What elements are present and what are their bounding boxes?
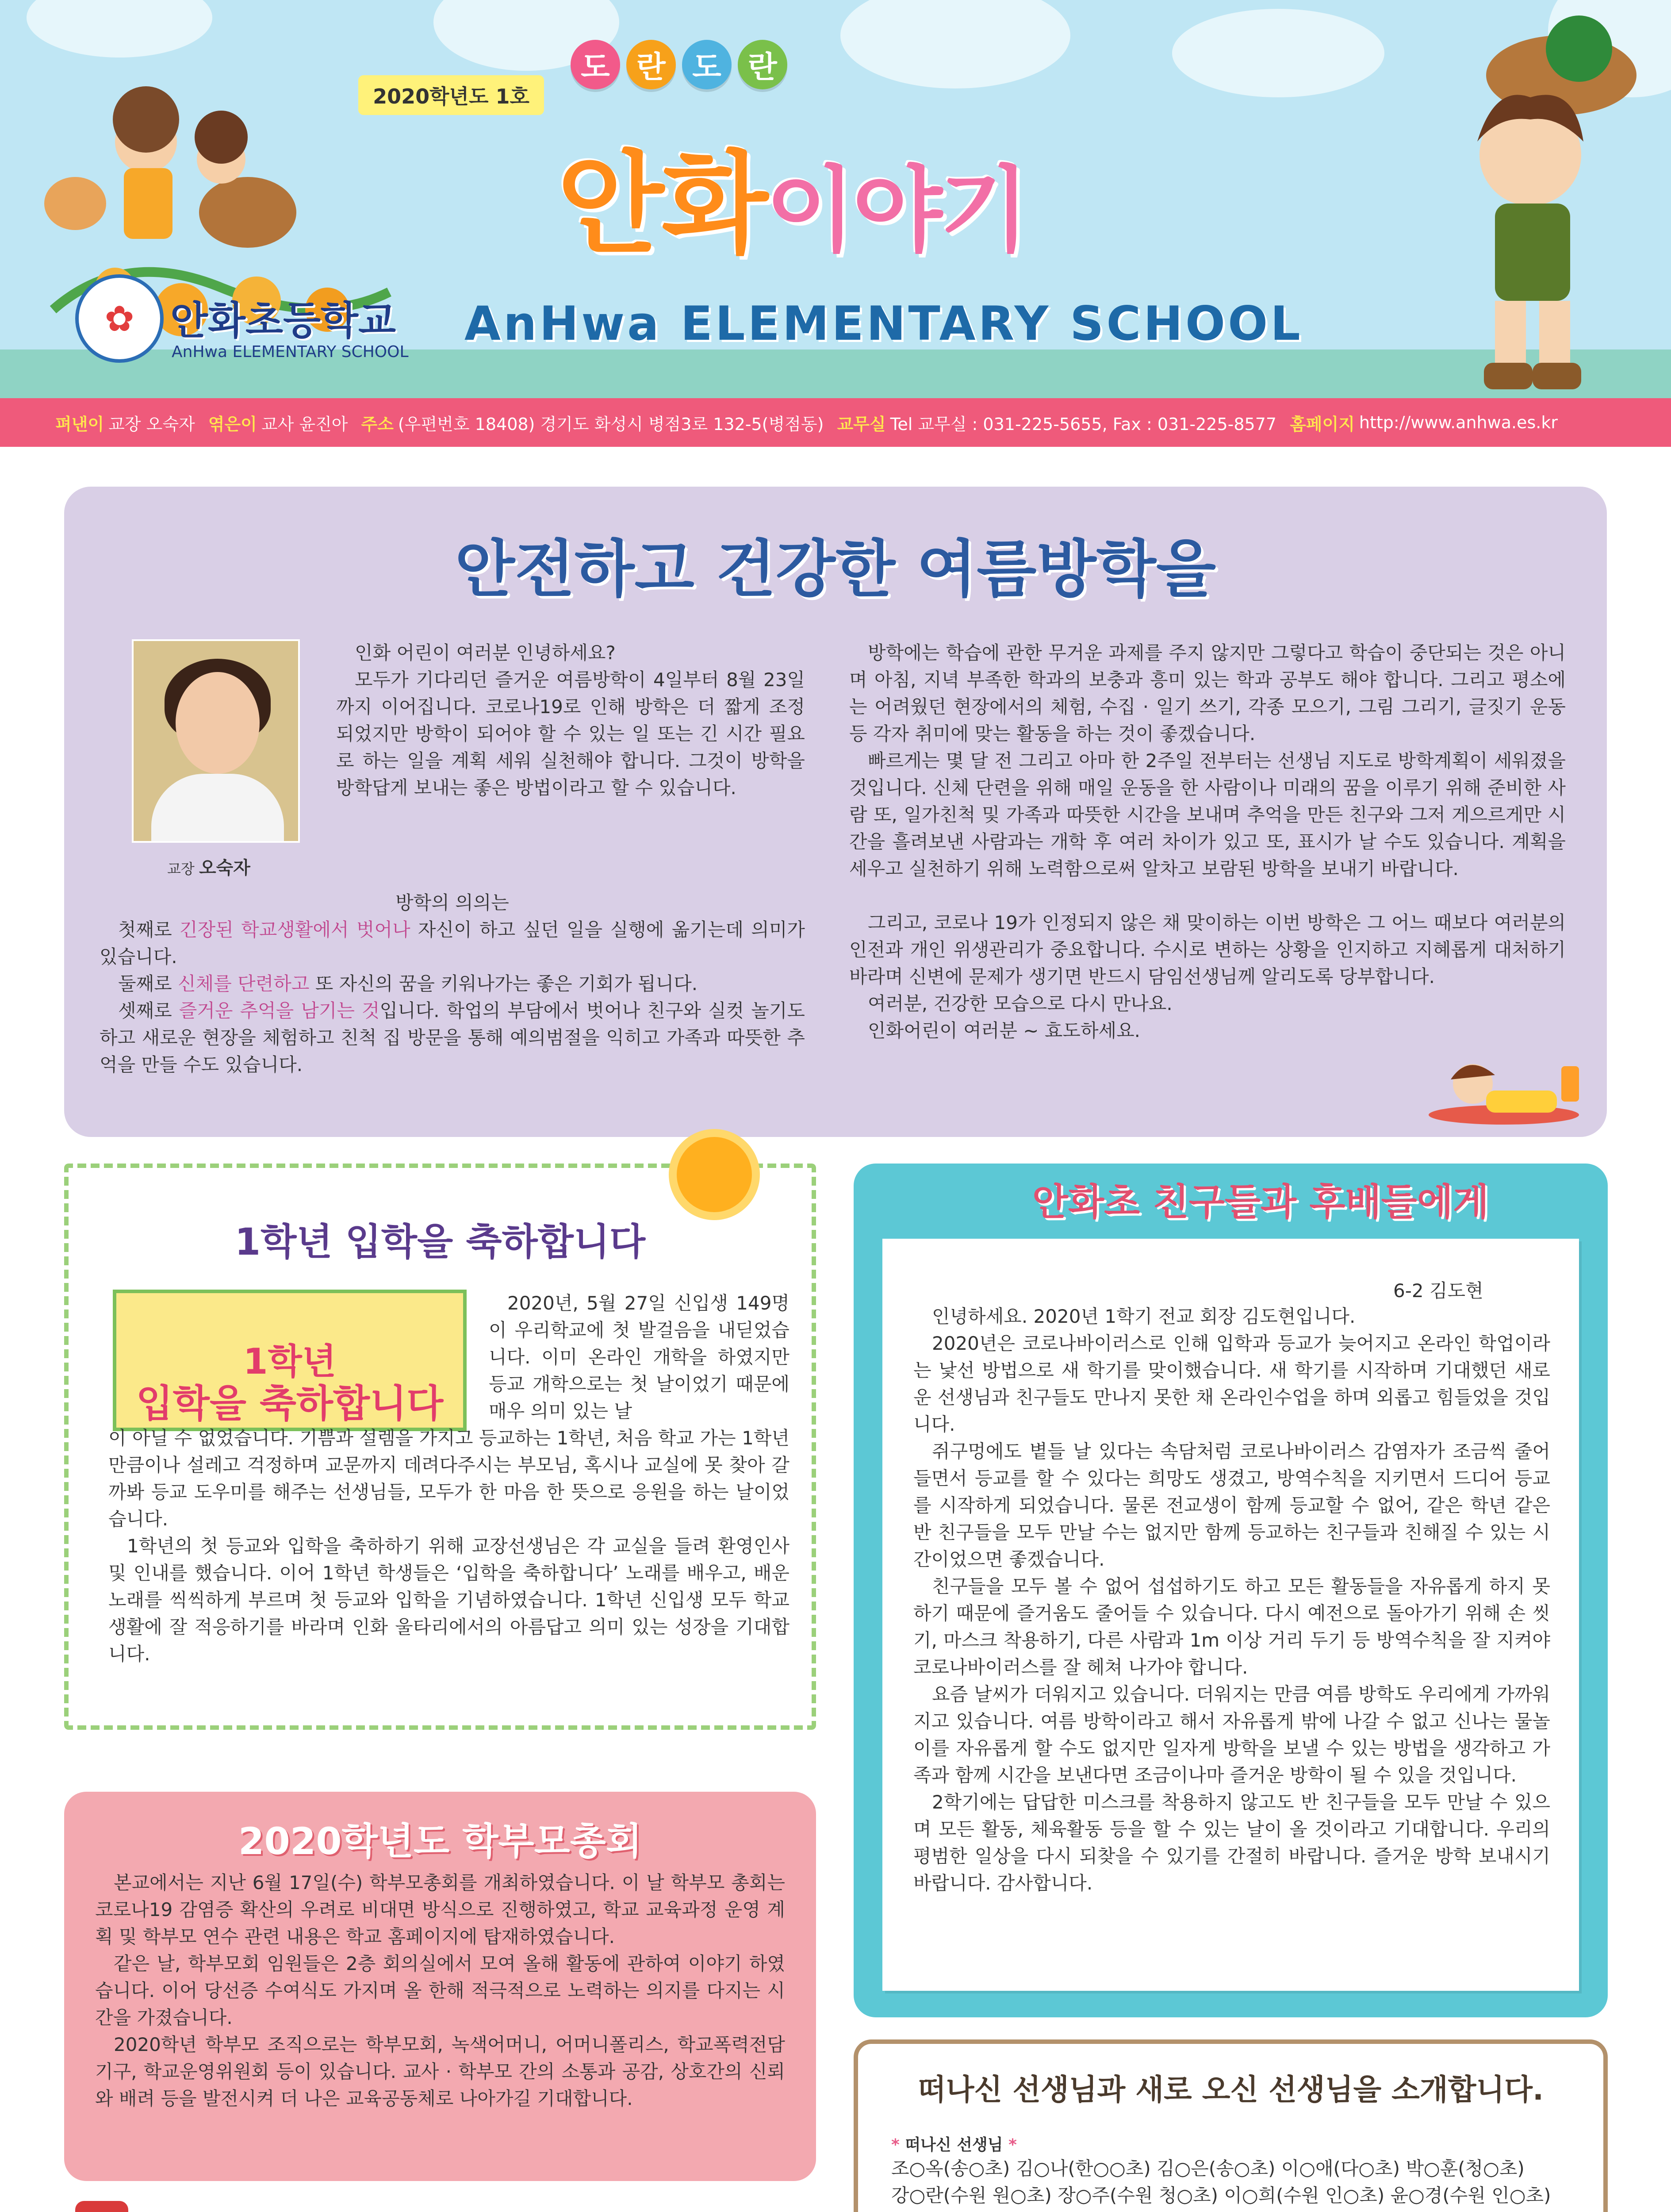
school-name: 안화초등학교 [170,298,396,343]
star-icon: * [891,2136,900,2154]
text: 둘째로 [118,973,178,995]
highlight: 즐거운 추억을 남기는 것 [179,1000,380,1022]
label-text: 떠나신 선생님 [905,2136,1003,2154]
principal-photo [132,639,300,843]
mailbox-icon [75,2201,128,2212]
homepage-link[interactable]: http://www.anhwa.es.kr [1359,413,1558,432]
vacation-intro [336,639,805,801]
paragraph: 방학에는 학습에 관한 무거운 과제를 주지 않지만 그렇다고 학습이 중단되는 것은 아니며 아침, 지녁 부족한 학과의 보충과 흥미 있는 학과 공부도 해야 합니다. 그리고 평소에는 어려웠던 현장에서의 체험, 수집 · 일기 쓰기, 각종 모으기, 그림 그리기, 글짓기 운동 등 각자 취미에 맞는 활동을 하는 것이 좋겠습니다. [849,642,1566,745]
highlight: 긴장된 학교생활에서 벗어나 [180,919,410,941]
paragraph: 2020년, 5월 27일 신입생 149명이 우리학교에 첫 발걸음을 내딛었습니다. 이미 온라인 개학을 하였지만 등교 개학으로는 첫 날이었기 때문에 매우 의미 있는 날 [489,1292,790,1422]
photo-body [151,774,284,843]
vacation-meaning [100,889,805,1078]
paragraph: 그리고, 코로나 19가 인정되지 않은 채 맞이하는 이번 방학은 그 어느 때보다 여러분의 인전과 개인 위생관리가 중요합니다. 수시로 변하는 상황을 인지하고 지혜롭게 대처하기 바라며 신변에 문제가 생기면 반드시 담임선생님께 알리도록 당부합니다. [849,912,1566,987]
vacation-title: 안전하고 건강한 여름방학을 [455,534,1216,606]
brand-letter: 도 [682,40,732,89]
name-line: 강○란(수원 원○초) 장○주(수원 청○초) 이○희(수원 인○초) 윤○경(수원 인○초) [891,2185,1551,2206]
publisher: 교장 오숙자 [108,414,195,434]
letter-author: 6-2 김도현 [1393,1280,1483,1302]
text: 또 자신의 꿈을 키워나가는 좋은 기회가 됩니다. [309,973,698,995]
parents-meeting-title: 2020학년도 학부모총회 [238,1820,642,1863]
paragraph: 2020학년 학부모 조직으로는 학부모회, 녹색어머니, 어머니폴리스, 학교폭력전담기구, 학교운영위원회 등이 있습니다. 교사 · 학부모 간의 소통과 공감, 상호간의 신뢰와 배려 등을 발전시켜 더 나은 교육공동체로 나아가길 기대합니다. [95,2034,785,2109]
departing-label [891,2132,1551,2155]
student-letter-title: 안화초 친구들과 후배들에게 [1032,1180,1489,1224]
paragraph: 본교에서는 지난 6월 17일(수) 학부모총회를 개최하였습니다. 이 날 학부모 총회는 코로나19 감염증 확산의 우려로 비대면 방식으로 진행하였고, 학교 교육과정 운영 계획 및 학부모 연수 관련 내용은 학교 홈페이지에 탑재하였습니다. [95,1872,785,1947]
publisher-info-bar [0,398,1671,447]
name-line [891,2209,1551,2212]
office-label: 교무실 [837,414,886,434]
meaning-second [100,970,805,997]
meaning-heading: 방학의 의의는 [395,892,509,914]
title-sub: 이야기 [766,156,1027,265]
publisher-label: 펴낸이 [55,414,104,434]
address: (우편번호 18408) 경기도 화성시 병점3로 132-5(병점동) [398,414,824,434]
editor: 교사 윤진아 [261,414,348,434]
paragraph: 2020년은 코로나바이러스로 인해 입학과 등교가 늦어지고 온라인 학업이라는 낯선 방법으로 새 학기를 맞이했습니다. 새 학기를 시작하며 기대했던 새로운 선생님과 친구들도 만나지 못한 채 온라인수업을 하며 외롭고 힘들었을 것입니다. [913,1333,1550,1435]
intro-paragraph: 모두가 기다리던 즐거운 여름방학이 4일부터 8월 23일까지 이어집니다. 코로나19로 인해 방학은 더 짧게 조정 되었지만 방학이 되어야 할 수 있는 일 또는 긴 시간 필요로 하는 일을 계획 세워 실천해야 합니다. 그것이 방학을 방학답게 보내는 좋은 방법이라고 할 수 있습니다. [336,669,805,799]
paragraph: 요즘 날씨가 더워지고 있습니다. 더워지는 만큼 여름 방학도 우리에게 가까워지고 있습니다. 여름 방학이라고 해서 자유롭게 밖에 나갈 수 없고 신나는 물놀이를 자유롭게 할 수도 없지만 일자게 방학을 보낼 수 있는 방법을 생각하고 가족과 함께 시간을 보낸다면 조금이나마 즐거운 방학이 될 수 있을 것입니다. [913,1683,1550,1786]
text: 입니다. 학업의 부담에서 벗어나 친구와 실컷 놀기도 하고 새로운 현장을 체험하고 친척 집 방문을 통해 예의범절을 익히고 가족과 따뜻한 추억을 만들 수도 있습니다. [100,1000,805,1075]
departing-teachers [891,2132,1551,2212]
banner-line2: 입학을 축하합니다 [136,1382,444,1426]
meaning-first [100,916,805,970]
text: 셋째로 [118,1000,179,1022]
banner-line1: 1학년 [243,1341,337,1382]
parents-meeting-text [95,1869,785,2112]
cloud [840,0,1070,88]
brand-doran [571,40,787,89]
admission-title: 1학년 입학을 축하합니다 [234,1220,646,1263]
paragraph: 인화어린이 여러분 ~ 효도하세요. [868,1020,1141,1041]
spacer [849,882,1566,909]
vacation-right-column [849,639,1566,1044]
greeting: 인화 어린이 여러분 인녕하세요? [355,642,616,664]
school-logo-icon: ✿ [75,274,164,363]
editor-label: 엮은이 [208,414,257,434]
reading-girl-illustration [1415,1048,1601,1128]
highlight: 신체를 단련하고 [178,973,310,995]
student-letter-text [913,1303,1550,1897]
name-line: 조○옥(송○초) 김○나(한○○초) 김○은(송○초) 이○애(다○초) 박○훈(청○초) [891,2158,1525,2179]
paragraph: 친구들을 모두 볼 수 없어 섭섭하기도 하고 모든 활동들을 자유롭게 하지 못하기 때문에 즐거움도 줄어들 수 있습니다. 다시 예전으로 돌아가기 위해 손 씻기, 마스크 착용하기, 다른 사람과 1m 이상 거리 두기 등 방역수칙을 잘 지켜야 코로나바이러스를 잘 헤쳐 나가야 합니다. [913,1575,1550,1678]
photo-face [176,672,260,774]
masthead [0,0,1671,398]
brand-letter: 란 [626,40,676,89]
paragraph: 1학년의 첫 등교와 입학을 축하하기 위해 교장선생님은 각 교실을 들려 환영인사 및 인내를 했습니다. 이어 1학년 학생들은 ‘입학을 축하합니다’ 노래를 배우고, 배운 노래를 씩씩하게 부르며 첫 등교와 입학을 기념하였습니다. 1학년 신입생 모두 학교 생활에 잘 적응하기를 바라며 인화 울타리에서의 아름답고 의미 있는 성장을 기대합니다. [108,1535,790,1665]
stamp-contest-title [137,2205,532,2212]
cloud [27,0,212,58]
teachers-title: 떠나신 선생님과 새로 오신 선생님을 소개합니다. [917,2073,1544,2107]
boy-with-watermelon-illustration [1429,9,1641,398]
school-name-english: AnHwa ELEMENTARY SCHOOL [172,343,409,361]
admission-text-full [108,1425,790,1667]
title-main: 안화 [557,140,766,269]
sun-icon [677,1137,752,1212]
paragraph: 인녕하세요. 2020년 1학기 전교 회장 김도현입니다. [932,1306,1356,1327]
admission-text-side [489,1290,790,1425]
star-icon: * [1008,2136,1017,2154]
text: 자신이 하고 싶던 일을 실행에 옮기는데 의미가 있습니다. [100,919,805,968]
paragraph: 이 아닐 수 없었습니다. 기쁨과 설렘을 가지고 등교하는 1학년, 처음 학교 가는 1학년만큼이나 설레고 걱정하며 교문까지 데려다주시는 부모님, 혹시나 교실에 못 찾아 갈까봐 등교 도우미를 해주는 선생님들, 모두가 한 마음 한 뜻으로 응원을 하는 날이었습니다. [108,1427,790,1530]
office-phone: Tel 교무실 : 031-225-5655, Fax : 031-225-8577 [890,414,1277,434]
issue-badge: 2020학년도 1호 [358,75,544,115]
paragraph: 쥐구멍에도 볕들 날 있다는 속담처럼 코로나바이러스 감염자가 조금씩 줄어들면서 등교를 할 수 있다는 희망도 생겼고, 방역수칙을 지키면서 드디어 등교를 시작하게 되었습니다. 물론 전교생이 함께 등교할 수 없어, 같은 학년 같은 반 친구들을 모두 만날 수는 없지만 함께 등교하는 친구들과 친해질 수 있는 시간이었으면 좋겠습니다. [913,1440,1550,1570]
text: 첫째로 [118,919,180,941]
newsletter-subtitle: AnHwa ELEMENTARY SCHOOL [464,296,1303,351]
paragraph: 여러분, 건강한 모습으로 다시 만나요. [868,993,1173,1014]
meaning-third [100,997,805,1078]
caption-name: 오숙자 [199,858,250,878]
brand-letter: 도 [571,40,620,89]
paragraph: 같은 날, 학부모회 임원들은 2층 회의실에서 모여 올해 활동에 관하여 이야기 하였습니다. 이어 당선증 수여식도 가지며 올 한해 적극적으로 노력하는 의지를 다지는 시간을 가졌습니다. [95,1953,785,2028]
caption-role: 교장 [167,860,195,877]
paragraph: 빠르게는 몇 달 전 그리고 아마 한 2주일 전부터는 선생님 지도로 방학계획이 세워졌을 것입니다. 신체 단련을 위해 매일 운동을 한 사람이나 미래의 꿈을 이루기 위해 준비한 사람 또, 일가친척 및 가족과 따뜻한 시간을 보내며 추억을 만든 친구와 그저 게으르게만 시간을 흘려보낸 사람과는 개학 후 여러 차이가 있고 또, 표시가 날 수도 있습니다. 계획을 세우고 실천하기 위해 노력함으로써 알차고 보람된 방학을 보내기 바랍니다. [849,750,1566,879]
cloud [1172,9,1384,97]
photo-caption [167,854,250,879]
homepage-label: 홈페이지 [1290,414,1355,434]
address-label: 주소 [361,414,394,434]
paragraph: 2학기에는 답답한 미스크를 착용하지 않고도 반 친구들을 모두 만날 수 있으며 모든 활동, 체육활동 등을 할 수 있는 날이 올 것이라고 기대합니다. 우리의 평범한 일상을 다시 되찾을 수 있기를 간절히 바랍니다. 즐거운 방학 보내시기 바랍니다. 감사합니다. [913,1791,1550,1894]
newsletter-title [557,115,1027,274]
brand-letter: 란 [738,40,787,89]
admission-banner-photo [113,1290,467,1431]
